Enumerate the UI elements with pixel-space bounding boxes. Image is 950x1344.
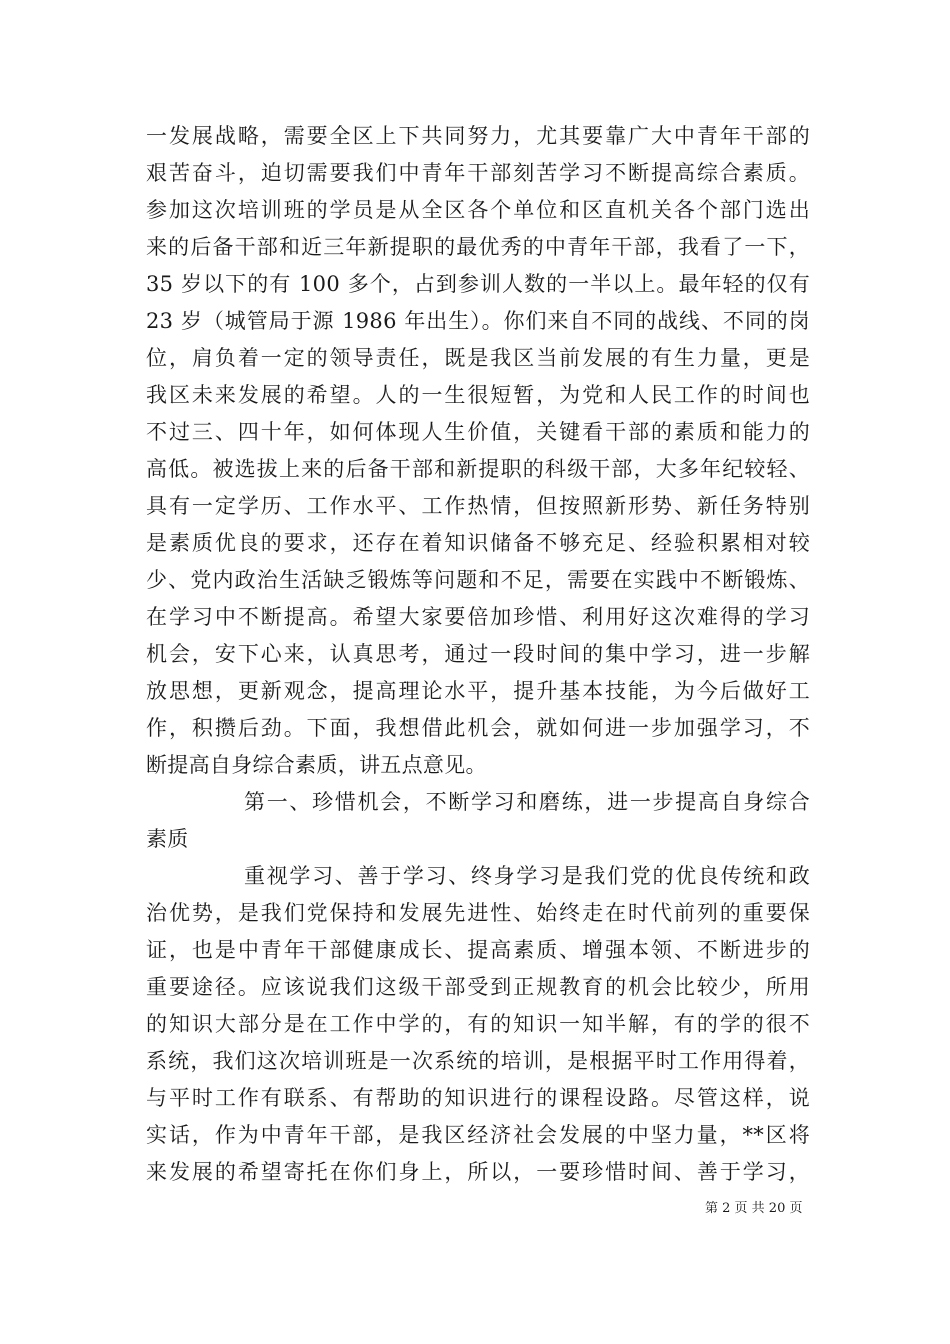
text-line: 来的后备干部和近三年新提职的最优秀的中青年干部，我看了一下， xyxy=(146,235,810,259)
text-line: 的知识大部分是在工作中学的，有的知识一知半解，有的学的很不 xyxy=(146,1012,810,1036)
text-line: 参加这次培训班的学员是从全区各个单位和区直机关各个部门选出 xyxy=(146,198,810,222)
page-number: 第 2 页 共 20 页 xyxy=(705,1201,803,1216)
paragraph-first-line: 重视学习、善于学习、终身学习是我们党的优良传统和政 xyxy=(244,864,810,888)
text-line: 作，积攒后劲。下面，我想借此机会，就如何进一步加强学习，不 xyxy=(146,716,810,740)
text-line: 在学习中不断提高。希望大家要倍加珍惜、利用好这次难得的学习 xyxy=(146,605,810,629)
text-line: 是素质优良的要求，还存在着知识储备不够充足、经验积累相对较 xyxy=(146,531,810,555)
text-line: 机会，安下心来，认真思考，通过一段时间的集中学习，进一步解 xyxy=(146,642,810,666)
text-line: 治优势，是我们党保持和发展先进性、始终走在时代前列的重要保 xyxy=(146,901,810,925)
text-line: 重要途径。应该说我们这级干部受到正规教育的机会比较少，所用 xyxy=(146,975,810,999)
text-line: 实话，作为中青年干部，是我区经济社会发展的中坚力量，**区将 xyxy=(146,1123,810,1147)
text-line: 位，肩负着一定的领导责任，既是我区当前发展的有生力量，更是 xyxy=(146,346,810,370)
text-line: 与平时工作有联系、有帮助的知识进行的课程设路。尽管这样，说 xyxy=(146,1086,810,1110)
text-line: 一发展战略，需要全区上下共同努力，尤其要靠广大中青年干部的 xyxy=(146,124,810,148)
text-line: 断提高自身综合素质，讲五点意见。 xyxy=(146,753,487,777)
text-line: 艰苦奋斗，迫切需要我们中青年干部刻苦学习不断提高综合素质。 xyxy=(146,161,810,185)
text-line: 高低。被选拔上来的后备干部和新提职的科级干部，大多年纪较轻、 xyxy=(146,457,810,481)
paragraph-first-line: 第一、珍惜机会，不断学习和磨练，进一步提高自身综合 xyxy=(244,790,810,814)
body-text xyxy=(146,118,810,1191)
text-line: 系统，我们这次培训班是一次系统的培训，是根据平时工作用得着， xyxy=(146,1049,810,1073)
text-line: 35 岁以下的有 100 多个，占到参训人数的一半以上。最年轻的仅有 xyxy=(146,272,810,296)
text-line: 放思想，更新观念，提高理论水平，提升基本技能，为今后做好工 xyxy=(146,679,810,703)
text-line: 不过三、四十年，如何体现人生价值，关键看干部的素质和能力的 xyxy=(146,420,810,444)
text-line: 我区未来发展的希望。人的一生很短暂，为党和人民工作的时间也 xyxy=(146,383,810,407)
text-line: 证，也是中青年干部健康成长、提高素质、增强本领、不断进步的 xyxy=(146,938,810,962)
text-line: 具有一定学历、工作水平、工作热情，但按照新形势、新任务特别 xyxy=(146,494,810,518)
text-line: 来发展的希望寄托在你们身上，所以，一要珍惜时间、善于学习， xyxy=(146,1160,810,1184)
text-line: 少、党内政治生活缺乏锻炼等问题和不足，需要在实践中不断锻炼、 xyxy=(146,568,810,592)
text-line: 素质 xyxy=(146,827,189,851)
text-line: 23 岁（城管局于源 1986 年出生）。你们来自不同的战线、不同的岗 xyxy=(146,309,810,333)
